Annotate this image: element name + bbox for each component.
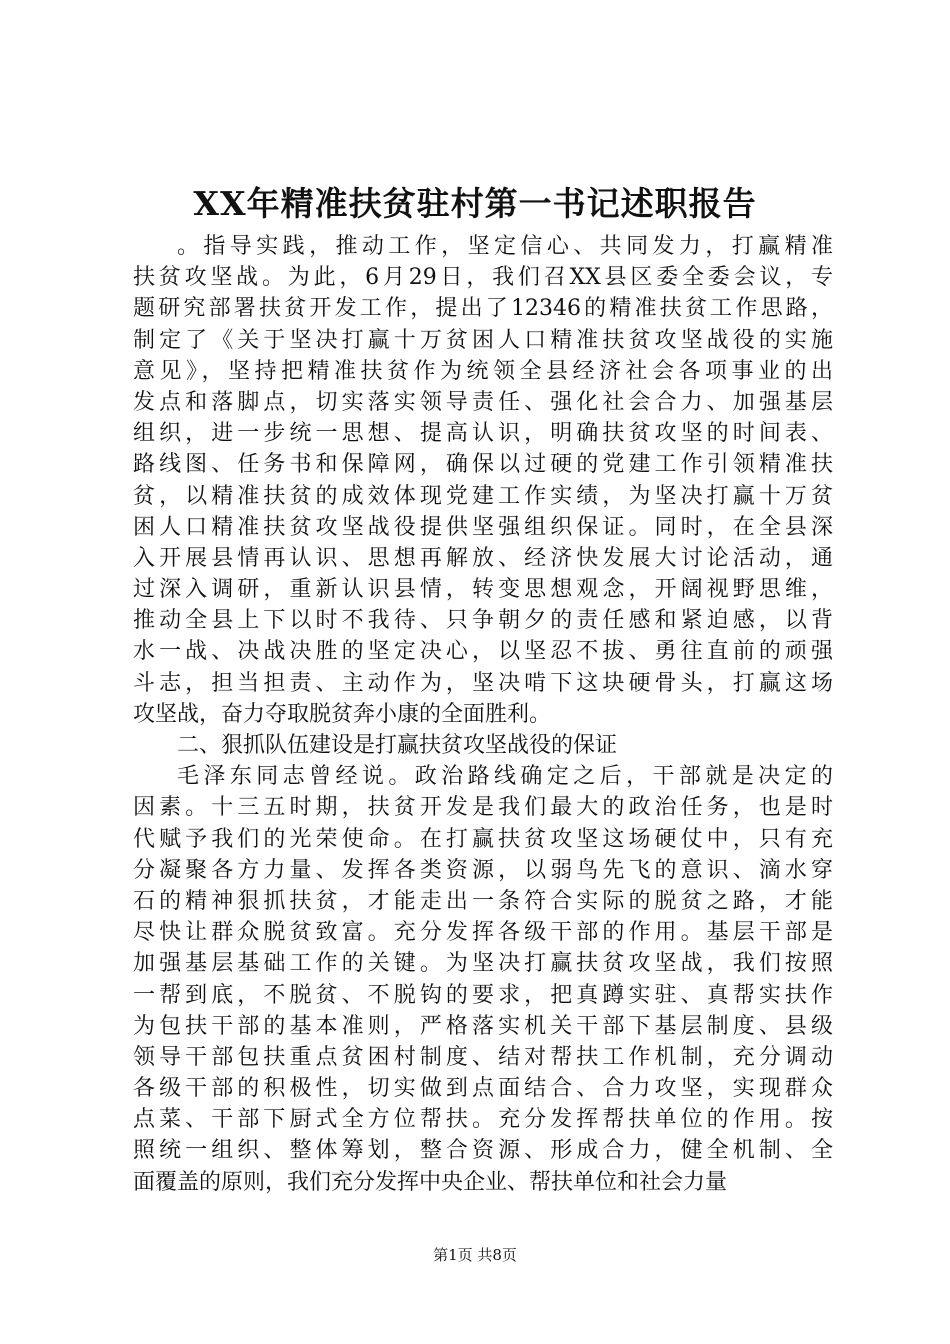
- text-line: 二、狠抓队伍建设是打赢扶贫攻坚战役的保证: [177, 733, 618, 758]
- page-title: XX年精准扶贫驻村第一书记述职报告: [193, 184, 757, 223]
- text-line: 扶贫攻坚战。为此，6月29日，我们召XX县区委全委会议，专: [133, 265, 833, 291]
- text-line: 分凝聚各方力量、发挥各类资源，以弱鸟先飞的意识、滴水穿: [133, 857, 833, 883]
- text-line: 毛泽东同志曾经说。政治路线确定之后，干部就是决定的: [177, 764, 833, 790]
- text-line: 石的精神狠抓扶贫，才能走出一条符合实际的脱贫之路，才能: [133, 888, 833, 914]
- text-line: 路线图、任务书和保障网，确保以过硬的党建工作引领精准扶: [133, 452, 833, 478]
- text-line: 过深入调研，重新认识县情，转变思想观念，开阔视野思维，: [133, 577, 833, 603]
- text-line: 加强基层基础工作的关键。为坚决打赢扶贫攻坚战，我们按照: [133, 951, 833, 977]
- text-line: 照统一组织、整体筹划，整合资源、形成合力，健全机制、全: [133, 1138, 833, 1164]
- text-line: 困人口精准扶贫攻坚战役提供坚强组织保证。同时，在全县深: [133, 514, 833, 540]
- text-line: 领导干部包扶重点贫困村制度、结对帮扶工作机制，充分调动: [133, 1044, 833, 1070]
- text-line: 为包扶干部的基本准则，严格落实机关干部下基层制度、县级: [133, 1013, 833, 1039]
- text-line: 制定了《关于坚决打赢十万贫困人口精准扶贫攻坚战役的实施: [133, 327, 833, 353]
- text-line: 代赋予我们的光荣使命。在打赢扶贫攻坚这场硬仗中，只有充: [133, 826, 833, 852]
- document-body: [133, 231, 833, 1198]
- text-line: 发点和落脚点，切实落实领导责任、强化社会合力、加强基层: [133, 389, 833, 415]
- text-line: 意见》，坚持把精准扶贫作为统领全县经济社会各项事业的出: [133, 358, 833, 384]
- text-line: 尽快让群众脱贫致富。充分发挥各级干部的作用。基层干部是: [133, 920, 833, 946]
- text-line: 贫，以精准扶贫的成效体现党建工作实绩，为坚决打赢十万贫: [133, 483, 833, 509]
- page-footer: 第1页 共8页: [433, 1246, 517, 1264]
- text-line: 面覆盖的原则，我们充分发挥中央企业、帮扶单位和社会力量: [133, 1169, 728, 1195]
- text-line: 入开展县情再认识、思想再解放、经济快发展大讨论活动，通: [133, 545, 833, 571]
- text-line: 推动全县上下以时不我待、只争朝夕的责任感和紧迫感，以背: [133, 608, 833, 634]
- text-line: 各级干部的积极性，切实做到点面结合、合力攻坚，实现群众: [133, 1076, 833, 1102]
- text-line: 水一战、决战决胜的坚定决心，以坚忍不拔、勇往直前的顽强: [133, 639, 833, 665]
- text-line: 题研究部署扶贫开发工作，提出了12346的精准扶贫工作思路，: [133, 296, 833, 322]
- text-line: 因素。十三五时期，扶贫开发是我们最大的政治任务，也是时: [133, 795, 833, 821]
- paragraph: [133, 761, 833, 1198]
- text-line: 攻坚战，奋力夺取脱贫奔小康的全面胜利。: [133, 701, 552, 727]
- text-line: 。指导实践，推动工作，坚定信心、共同发力，打赢精准: [177, 234, 833, 259]
- paragraph: [133, 231, 833, 730]
- text-line: 一帮到底，不脱贫、不脱钩的要求，把真蹲实驻、真帮实扶作: [133, 982, 833, 1008]
- text-line: 组织，进一步统一思想、提高认识，明确扶贫攻坚的时间表、: [133, 421, 833, 447]
- text-line: 点菜、干部下厨式全方位帮扶。充分发挥帮扶单位的作用。按: [133, 1107, 833, 1133]
- text-line: 斗志，担当担责、主动作为，坚决啃下这块硬骨头，打赢这场: [133, 670, 833, 696]
- paragraph: [133, 730, 833, 761]
